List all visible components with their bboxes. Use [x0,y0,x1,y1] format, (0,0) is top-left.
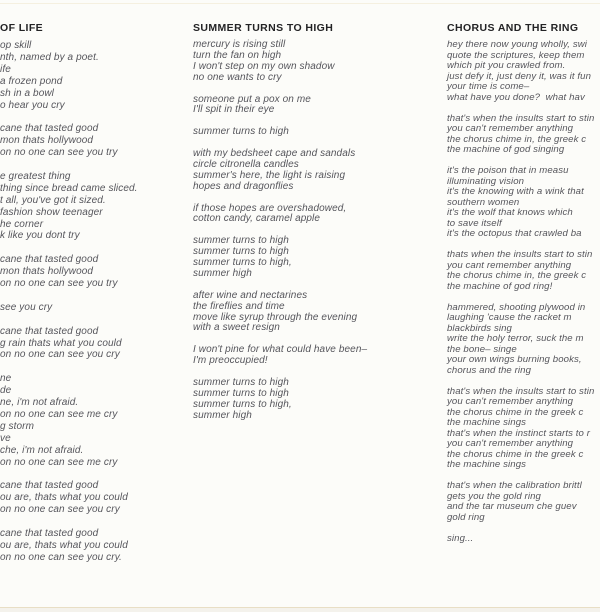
lyric-line: the machine of god singing [447,144,565,155]
lyric-line: you can't remember anything [447,396,574,407]
lyric-line: mercury is rising still [193,39,286,50]
column-of-life [0,22,138,576]
stanza [447,481,600,523]
lyric-line: with a sweet resign [193,322,280,334]
lyric-line: on no one can see you try [0,147,118,159]
lyric-line: a frozen pond [0,75,63,87]
lyric-line: op skill [0,40,32,51]
stanza [193,149,367,193]
lyric-line: summer turns to high, [193,398,292,410]
lyric-line: on no one can see you cry [0,349,120,361]
lyric-line: cotton candy, caramel apple [193,213,321,225]
lyric-line: ife [0,63,11,75]
stanza [447,534,600,545]
lyric-line: on no one can see me cry [0,409,118,420]
lyric-line: summer's here, the light is raising [193,169,346,181]
lyric-line: see you cry [0,301,53,313]
lyric-line: the machine of god ring! [447,280,553,292]
lyric-line: cane that tasted good [0,254,99,266]
lyric-line: the chorus chime in the greek c [447,406,584,418]
page-top-edge [0,3,600,4]
lyric-line: thing since bread came sliced. [0,182,138,194]
lyric-line: the bone– singe [447,343,517,355]
song-title-of-life: OF LIFE [0,22,44,34]
lyric-line: t all, you've got it sized. [0,194,106,206]
stanza [0,302,138,314]
lyric-line: nth, named by a poet. [0,51,99,63]
lyric-line: summer high [193,267,252,279]
lyric-line: ne [0,373,12,385]
lyric-line: summer turns to high, [193,257,292,269]
lyric-line: sh in a bowl [0,87,55,99]
stanza [447,387,600,471]
lyric-line: that's when the insults start to stin [447,112,595,124]
song-title-chorus-and-the-ring: CHORUS AND THE RING [447,22,579,34]
stanza [193,378,367,422]
stanza [193,40,367,84]
lyric-line: hey there now young wholly, swi [447,39,587,50]
stanza [193,127,367,138]
lyric-line: cane that tasted good [0,480,99,492]
stanza [0,123,138,159]
lyric-line: the fireflies and time [193,300,285,312]
lyric-line: ou are, thats what you could [0,492,128,504]
lyric-line: and the tar museum che guev [447,501,577,512]
lyric-line: summer high [193,409,252,421]
lyric-line: ou are, thats what you could [0,539,128,551]
lyric-line: summer turns to high [193,235,289,247]
stanza [447,114,600,156]
lyric-line: cane that tasted good [0,123,99,135]
stanza [193,236,367,280]
lyric-line: turn the fan on high [193,49,282,61]
stanza [0,373,138,468]
lyric-line: che, i'm not afraid. [0,444,84,456]
stanza [0,326,138,362]
lyric-line: move like syrup through the evening [193,311,358,323]
lyric-line: chorus and the ring [447,364,532,376]
page-bottom-edge-area [0,608,600,612]
lyric-line: laughing 'cause the racket m [447,312,572,323]
lyric-line: g storm [0,420,35,432]
lyric-line: illuminating vision [447,175,525,187]
lyric-line: k like you dont try [0,230,80,242]
lyric-line: the chorus chime in the greek c [447,448,584,460]
stanza [193,345,367,367]
lyric-line: I'm preoccupied! [193,355,268,367]
lyric-line: write the holy terror, suck the m [447,333,584,344]
stanza [0,254,138,290]
lyric-line: that's when the insults start to stin [447,385,595,397]
lyric-line: gold ring [447,511,485,523]
lyric-line: summer turns to high [193,387,289,399]
lyric-line: it's the knowing with a wink that [447,186,584,197]
stanza [193,291,367,335]
lyric-line: which pit you crawled from. [447,60,566,71]
stanza [0,171,138,242]
lyric-line: the machine sings [447,417,527,428]
lyric-line: it's the wolf that knows which [447,207,573,218]
stanza [193,95,367,117]
lyric-line: on no one can see you cry. [0,551,122,563]
lyric-line: on no one can see me cry [0,456,118,468]
stanza [0,480,138,516]
stanza [193,204,367,226]
lyric-line: ve [0,432,11,444]
lyric-line: after wine and nectarines [193,289,308,301]
lyric-line: mon thats hollywood [0,135,94,147]
lyric-line: circle citronella candles [193,158,299,170]
lyric-line: thats when the insults start to stin [447,249,593,260]
stanza [447,250,600,292]
column-chorus-and-the-ring [447,22,600,555]
lyric-line: ne, i'm not afraid. [0,397,79,409]
lyric-line: I'll spit in their eye [193,104,275,116]
lyric-line: no one wants to cry [193,71,282,83]
stanza [0,528,138,564]
stanza [0,40,138,111]
lyric-line: your own wings burning books, [447,354,582,365]
lyric-line: I won't pine for what could have been– [193,344,368,356]
lyric-line: the machine sings [447,459,527,470]
lyric-line: g rain thats what you could [0,337,122,349]
stanza [447,166,600,240]
lyric-line: it's the poison that in measu [447,165,569,176]
lyric-line: you can't remember anything [447,438,574,449]
lyric-line: I won't step on my own shadow [193,60,335,72]
lyric-line: on no one can see you cry [0,504,120,516]
lyric-line: blackbirds sing [447,322,512,334]
lyric-line: de [0,385,12,397]
lyric-line: gets you the gold ring [447,490,541,502]
lyric-line: with my bedsheet cape and sandals [193,148,356,160]
lyric-line: summer turns to high [193,376,289,388]
lyrics-chorus-and-the-ring [447,40,600,544]
lyric-line: that's when the instinct starts to r [447,427,591,439]
lyric-line: what have you done? what hav [447,91,585,103]
lyric-line: he corner [0,218,44,230]
lyric-line: hammered, shooting plywood in [447,301,586,313]
lyric-line: it's the octopus that crawled ba [447,228,582,239]
lyric-line: someone put a pox on me [193,93,311,105]
lyric-line: you cant remember anything [447,259,572,271]
lyric-line: southern women [447,196,520,208]
lyric-line: you can't remember anything [447,123,574,134]
stanza [447,303,600,377]
lyric-line: just defy it, just deny it, was it fun [447,70,592,82]
lyric-line: on no one can see you try [0,278,118,290]
lyric-line: the chorus chime in, the greek c [447,270,587,281]
lyric-line: e greatest thing [0,170,71,182]
lyric-line: cane that tasted good [0,528,99,540]
lyric-line: o hear you cry [0,99,65,111]
lyric-line: to save itself [447,217,502,229]
lyric-line: hopes and dragonflies [193,180,294,192]
song-title-summer-turns-to-high: SUMMER TURNS TO HIGH [193,22,334,34]
stanza [447,40,600,103]
lyric-line: your time is come– [447,81,530,92]
lyrics-summer-turns-to-high [193,40,367,422]
lyric-line: mon thats hollywood [0,266,94,278]
lyric-line: summer turns to high [193,126,289,138]
lyric-line: cane that tasted good [0,325,99,337]
lyric-line: summer turns to high [193,246,289,258]
lyric-line: that's when the calibration brittl [447,480,582,491]
lyric-line: sing... [447,532,474,544]
lyric-line: the chorus chime in, the greek c [447,133,587,145]
lyrics-of-life [0,40,138,564]
lyric-line: fashion show teenager [0,206,103,218]
column-summer-turns-to-high [193,22,367,432]
lyric-line: quote the scriptures, keep them [447,49,585,61]
lyric-line: if those hopes are overshadowed, [193,202,347,214]
